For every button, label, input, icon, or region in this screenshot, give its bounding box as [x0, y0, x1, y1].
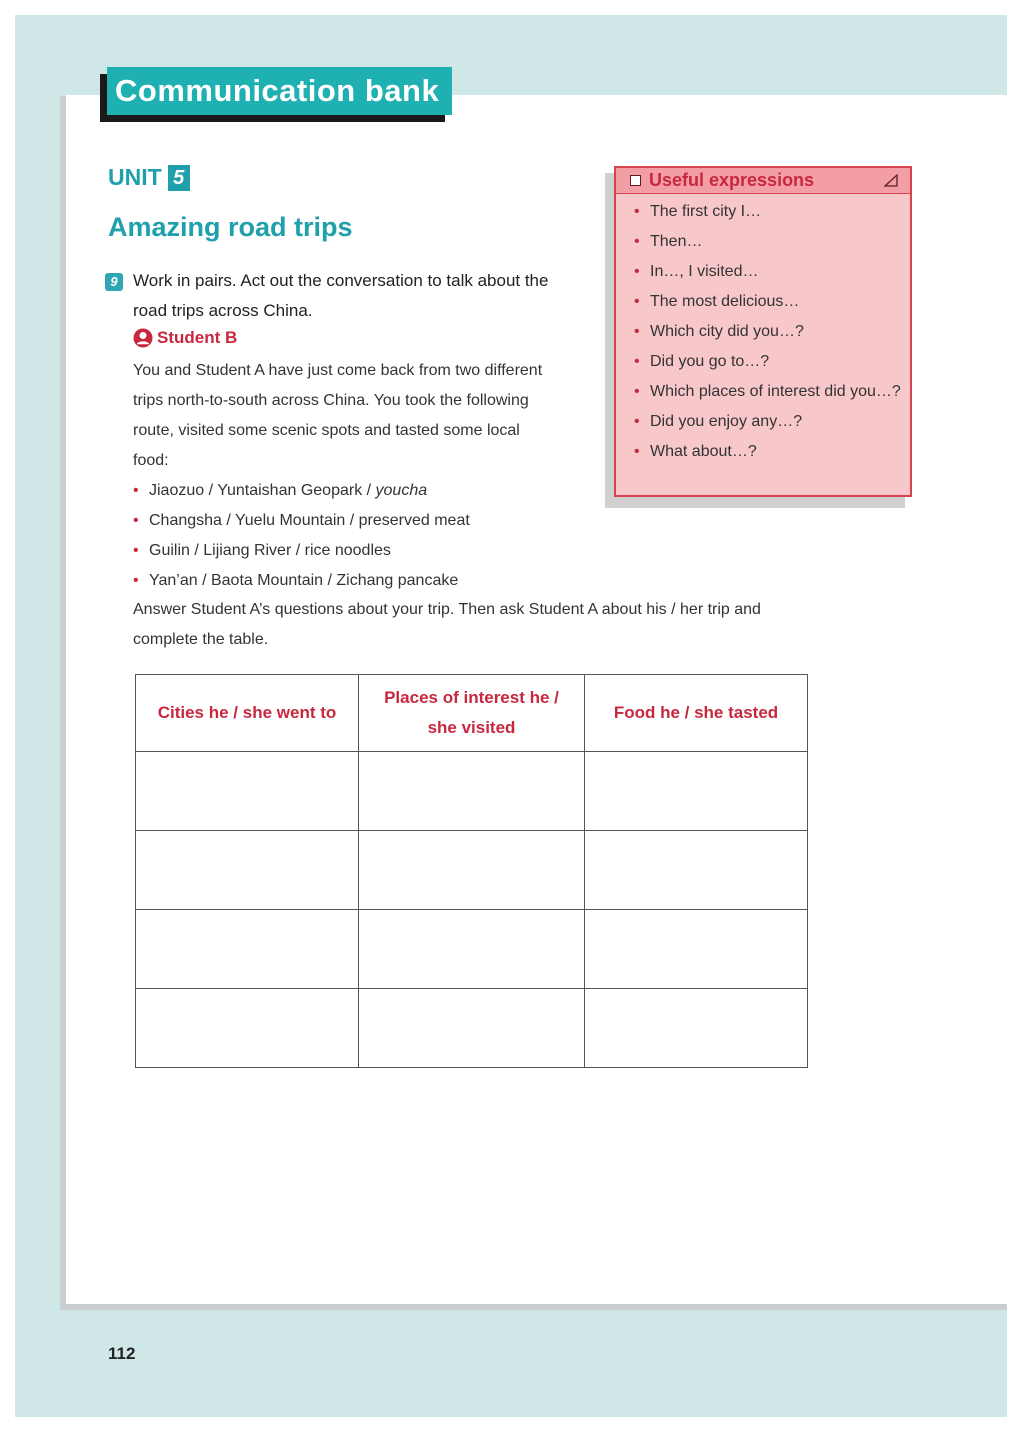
student-label-text: Student B: [157, 328, 238, 347]
route-item: • Changsha / Yuelu Mountain / preserved meat: [133, 506, 470, 536]
useful-expressions-title: Useful expressions: [649, 170, 815, 190]
useful-expressions-header: [616, 168, 910, 194]
table-cell-food[interactable]: [585, 910, 808, 989]
expression-item: • The first city I…: [634, 197, 910, 227]
expression-item: • In…, I visited…: [634, 257, 910, 287]
route-list: [133, 476, 470, 596]
table-cell-places[interactable]: [359, 910, 585, 989]
activity-body: You and Student A have just come back from two different trips north-to-south across China. You took the following route, visited some scenic spots and tasted some local food:: [133, 362, 543, 469]
table-cell-cities[interactable]: [136, 989, 359, 1068]
expression-item: • Did you enjoy any…?: [634, 407, 910, 437]
expression-item: • Which places of interest did you…?: [634, 377, 910, 407]
unit-label: [108, 164, 190, 191]
trip-table: [135, 674, 808, 1068]
activity-number: 9: [105, 273, 123, 291]
table-row: [136, 989, 808, 1068]
expression-item: • What about…?: [634, 437, 910, 467]
page-number: 112: [108, 1344, 136, 1363]
useful-expressions-box: [614, 166, 912, 497]
route-item: • Yan’an / Baota Mountain / Zichang pancake: [133, 566, 470, 596]
table-cell-places[interactable]: [359, 989, 585, 1068]
expression-item: • Which city did you…?: [634, 317, 910, 347]
checkbox-icon: [630, 175, 641, 186]
table-cell-food[interactable]: [585, 989, 808, 1068]
table-cell-food[interactable]: [585, 831, 808, 910]
table-row: [136, 831, 808, 910]
header-places: Places of interest he / she visited: [359, 675, 585, 752]
table-cell-cities[interactable]: [136, 910, 359, 989]
table-cell-places[interactable]: [359, 752, 585, 831]
activity-instruction: Work in pairs. Act out the conversation to talk about the road trips across China.: [133, 271, 549, 320]
table-header-row: [136, 675, 808, 752]
answer-instruction: Answer Student A’s questions about your trip. Then ask Student A about his / her trip and complete the table.: [133, 601, 761, 648]
expressions-list: [616, 197, 910, 467]
table-row: [136, 910, 808, 989]
table-row: [136, 752, 808, 831]
expression-item: • The most delicious…: [634, 287, 910, 317]
expression-item: • Did you go to…?: [634, 347, 910, 377]
unit-text: UNIT: [108, 164, 162, 190]
student-label: [133, 328, 237, 348]
triangle-corner-icon: [884, 174, 898, 187]
route-item: • Jiaozuo / Yuntaishan Geopark / youcha: [133, 476, 470, 506]
header-cities: Cities he / she went to: [136, 675, 359, 752]
section-title: Communication bank: [107, 67, 452, 115]
table-cell-cities[interactable]: [136, 752, 359, 831]
table-cell-places[interactable]: [359, 831, 585, 910]
table-cell-food[interactable]: [585, 752, 808, 831]
route-item: • Guilin / Lijiang River / rice noodles: [133, 536, 470, 566]
header-food: Food he / she tasted: [585, 675, 808, 752]
lesson-title: Amazing road trips: [108, 212, 353, 242]
unit-number: 5: [168, 165, 190, 191]
expression-item: • Then…: [634, 227, 910, 257]
person-icon: [133, 328, 153, 348]
table-cell-cities[interactable]: [136, 831, 359, 910]
